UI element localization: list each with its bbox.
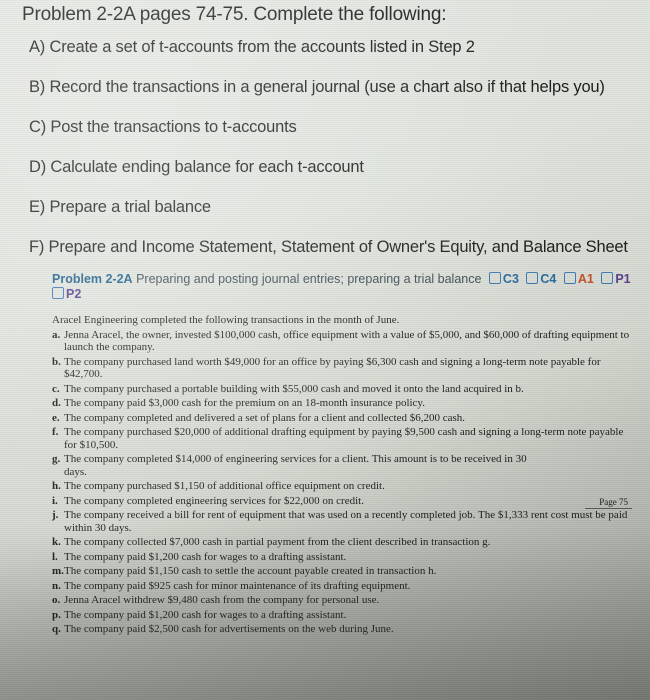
page-marker: Page 75: [585, 497, 632, 509]
transaction-d: d. The company paid $3,000 cash for the premium on an 18-month insurance policy.: [52, 397, 425, 409]
problem-body: [52, 314, 632, 636]
learning-objective-p2[interactable]: P2: [52, 287, 81, 302]
learning-objective-p1[interactable]: P1: [601, 272, 630, 287]
transaction-o: o. Jenna Aracel withdrew $9,480 cash from the company for personal use.: [52, 594, 380, 606]
problem-header: [52, 272, 632, 302]
problem-title: Preparing and posting journal entries; preparing a trial balance: [136, 272, 482, 286]
assignment-instructions: [20, 4, 640, 278]
transaction-j: j. The company received a bill for rent of equipment that was used on a recently completed job. The $1,333 rent cost must be paid within 30 days.: [52, 509, 628, 534]
learning-objective-a1[interactable]: A1: [564, 272, 594, 287]
instruction-d: D) Calculate ending balance for each t-account: [29, 158, 364, 176]
problem-intro: Aracel Engineering completed the following transactions in the month of June.: [52, 314, 400, 326]
assignment-title: Problem 2-2A pages 74-75. Complete the following:: [22, 4, 447, 25]
transaction-b: b. The company purchased land worth $49,000 for an office by paying $6,300 cash and signing a long-term note payable for $42,700.: [52, 355, 601, 380]
instruction-e: E) Prepare a trial balance: [29, 198, 211, 216]
instruction-a: A) Create a set of t-accounts from the accounts listed in Step 2: [29, 38, 475, 56]
instruction-f: F) Prepare and Income Statement, Statement of Owner's Equity, and Balance Sheet: [29, 238, 628, 256]
transaction-a: a. Jenna Aracel, the owner, invested $100,000 cash, office equipment with a value of $5,000, and $60,000 of drafting equipment to launch the company.: [52, 328, 630, 353]
link-icon: [489, 272, 501, 284]
instruction-b: B) Record the transactions in a general journal (use a chart also if that helps you): [29, 78, 605, 96]
transaction-l: l. The company paid $1,200 cash for wages to a drafting assistant.: [52, 550, 347, 563]
transaction-h: h. The company purchased $1,150 of additional office equipment on credit.: [52, 480, 385, 492]
transaction-q: q. The company paid $2,500 cash for advertisements on the web during June.: [52, 623, 394, 635]
transaction-i: i. The company completed engineering services for $22,000 on credit.: [52, 494, 364, 507]
link-icon: [526, 272, 538, 284]
link-icon: [601, 272, 613, 284]
link-icon: [52, 287, 64, 299]
problem-number: Problem 2-2A: [52, 272, 133, 286]
learning-objective-c4[interactable]: C4: [526, 272, 556, 287]
transaction-p: p. The company paid $1,200 cash for wages to a drafting assistant.: [52, 608, 347, 621]
transaction-f: f. The company purchased $20,000 of additional drafting equipment by paying $9,500 cash and signing a long-term note payable for $10,500.: [52, 426, 624, 451]
transaction-m: m. The company paid $1,150 cash to settle the account payable created in transaction h.: [52, 565, 437, 577]
instruction-c: C) Post the transactions to t-accounts: [29, 118, 297, 136]
transaction-g: g. The company completed $14,000 of engineering services for a client. This amount is to be received in 30 days.: [52, 453, 527, 478]
transaction-c: c. The company purchased a portable building with $55,000 cash and moved it onto the land acquired in b.: [52, 382, 524, 395]
link-icon: [564, 272, 576, 284]
learning-objective-c3[interactable]: C3: [489, 272, 519, 287]
transaction-e: e. The company completed and delivered a set of plans for a client and collected $6,200 cash.: [52, 411, 466, 424]
transaction-k: k. The company collected $7,000 cash in partial payment from the client described in transaction g.: [52, 536, 491, 548]
textbook-excerpt: [52, 272, 632, 638]
transaction-n: n. The company paid $925 cash for minor maintenance of its drafting equipment.: [52, 579, 411, 592]
